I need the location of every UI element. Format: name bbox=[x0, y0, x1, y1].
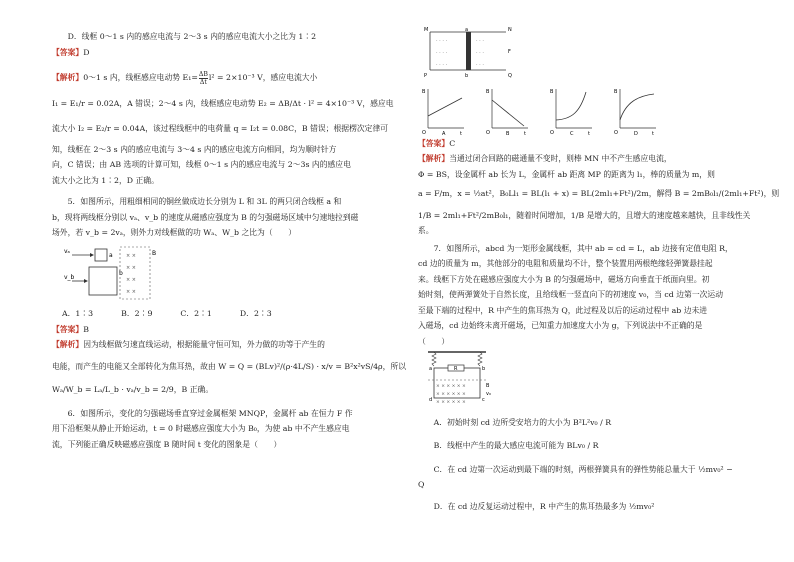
question-7-line5: 至最下端的过程中，R 中产生的焦耳热为 Q，此过程及以后的运动过程中 ab 边未进 bbox=[418, 305, 708, 315]
option-formula: ½mv₀² − bbox=[698, 464, 733, 474]
axis-label-b: B bbox=[486, 88, 490, 95]
solution-4-line4: 知，线框在 2～3 s 内的感应电流与 3～4 s 内的感应电流方向相同，均为顺时针方 bbox=[52, 144, 337, 154]
axis-label-b: B bbox=[422, 88, 426, 95]
origin-label: O bbox=[614, 129, 618, 136]
resistor-label: R bbox=[454, 366, 458, 372]
frame-b bbox=[89, 267, 117, 295]
arrowhead-icon bbox=[84, 279, 88, 283]
question-7-line2: cd 边的质量为 m，其他部分的电阻和质量均不计，整个装置用两根绝缘轻弹簧悬挂起 bbox=[418, 259, 713, 268]
axis-label-t: t bbox=[524, 130, 526, 136]
question-7-line6: 入磁场，cd 边始终未离开磁场，已知重力加速度大小为 g，下列说法中不正确的是 bbox=[418, 321, 703, 330]
q7-option-c bbox=[418, 462, 790, 478]
right-column bbox=[418, 0, 790, 514]
label-b: b bbox=[465, 73, 469, 78]
fraction-numerator: ΔB bbox=[198, 70, 208, 78]
label-n: N bbox=[508, 27, 512, 33]
solution-4-line5: 向，C 错误；由 AB 选项的计算可知，线框 0～1 s 内的感应电流与 2～3s 内的感应电 bbox=[52, 160, 351, 169]
arrowhead-icon bbox=[90, 253, 94, 257]
svg-text:· · · ·: · · · · bbox=[436, 38, 448, 44]
velocity-label: v₀ bbox=[486, 391, 491, 397]
label-c: c bbox=[482, 397, 485, 403]
question-7-line4: 始时刻，使两弹簧处于自然长度，且给线框一竖直向下的初速度 v₀，当 cd 边第一次运动 bbox=[418, 290, 724, 299]
svg-text:· · ·: · · · bbox=[476, 62, 484, 68]
option-text: A．初始时刻 cd 边所受安培力的大小为 bbox=[433, 417, 571, 427]
label-q: Q bbox=[508, 73, 512, 78]
graph-options-row bbox=[422, 86, 790, 136]
field-dots bbox=[436, 38, 484, 68]
curve-c bbox=[556, 92, 586, 120]
answer-tag: 【答案】 bbox=[52, 324, 84, 334]
solution-tag: 【解析】 bbox=[418, 154, 450, 163]
question-5-line3: 场外，若 v_b = 2vₐ，则外力对线框做的功 Wₐ、W_b 之比为（ ） bbox=[52, 228, 297, 237]
frame-a-label: a bbox=[109, 251, 113, 259]
label-d: d bbox=[429, 397, 433, 403]
solution-text: 当通过闭合回路的磁通量不变时，则棒 MN 中不产生感应电流， bbox=[449, 154, 672, 163]
solution-4-line6: 流大小之比为 1∶2，D 正确。 bbox=[52, 175, 159, 185]
graph-label-d: D bbox=[634, 130, 638, 136]
option-formula: ½mv₀² bbox=[628, 501, 655, 511]
question-7-line1: 7．如图所示，abcd 为一矩形金属线框，其中 ab = cd = L，ab 边接有定值电阻 R， bbox=[433, 243, 733, 253]
solution-tag: 【解析】 bbox=[52, 73, 84, 82]
solution-5-line1 bbox=[52, 337, 424, 353]
fraction-denominator: Δt bbox=[199, 78, 207, 86]
axis-label-t: t bbox=[652, 130, 654, 136]
option-d: D．2∶3 bbox=[239, 309, 272, 318]
question-6-line3: 流，下列能正确反映磁感应强度 B 随时间 t 变化的图象是（ ） bbox=[52, 439, 282, 449]
solution-6-line3: a = F/m，x = ½at²，B₀Ll₁ = BL(l₁ + x) = BL(2ml₁+Ft²)/2m，解得 B = 2mB₀l₁/(2ml₁+Ft²)，则 bbox=[418, 189, 780, 198]
solution-text: 0～1 s 内，线框感应电动势 E₁= bbox=[83, 73, 198, 82]
q7-option-c-cont: Q bbox=[418, 480, 425, 489]
option-text: C．在 cd 边第一次运动到最下端的时刻，两根弹簧具有的弹性势能总量大于 bbox=[433, 464, 696, 474]
answer-tag: 【答案】 bbox=[52, 47, 84, 57]
axis-label-t: t bbox=[460, 130, 462, 136]
option-formula: BLv₀ / R bbox=[566, 441, 599, 450]
solution-4-line3: 流大小 I₂ = E₂/r = 0.04A，该过程线框中的电荷量 q = I₂t = 0.08C，B 错误；根据楞次定律可 bbox=[52, 124, 389, 133]
graph-label-c: C bbox=[570, 130, 574, 136]
graph-d bbox=[614, 86, 658, 136]
figure-7 bbox=[424, 349, 494, 405]
question-7-line3: 来。线框下方处在磁感应强度大小为 B 的匀强磁场中，磁场方向垂直于纸面向里。初 bbox=[418, 274, 710, 284]
velocity-label-a: vₐ bbox=[64, 247, 70, 255]
option-c: C．2∶1 bbox=[180, 309, 212, 318]
solution-4-line1 bbox=[52, 70, 424, 86]
field-label: B bbox=[152, 249, 157, 257]
solution-6-line2: Φ = BS，设金属杆 ab 长为 L，金属杆 ab 距离 MP 的距离为 l₁，棒的质量为 m，则 bbox=[418, 169, 715, 179]
frame-b-label: b bbox=[119, 269, 123, 277]
axis-label-b: B bbox=[550, 88, 554, 95]
label-a: a bbox=[465, 27, 469, 33]
answer-value: B bbox=[83, 324, 89, 334]
solution-6-line1 bbox=[418, 151, 790, 167]
svg-text:× × × × × ×: × × × × × × bbox=[436, 400, 466, 405]
answer-5 bbox=[52, 322, 424, 338]
field-label: B bbox=[486, 383, 490, 389]
svg-text:· · ·: · · · bbox=[476, 50, 484, 56]
svg-text:· · ·: · · · bbox=[476, 38, 484, 44]
label-b: b bbox=[482, 366, 486, 372]
field-crosses bbox=[436, 383, 466, 405]
answer-6 bbox=[418, 136, 790, 152]
curve-d bbox=[620, 94, 654, 120]
answer-value: D bbox=[83, 47, 90, 57]
fraction bbox=[199, 71, 208, 86]
svg-text:· · · ·: · · · · bbox=[436, 50, 448, 56]
label-p: P bbox=[424, 73, 428, 78]
left-column bbox=[52, 0, 424, 452]
axis-label-b: B bbox=[614, 88, 618, 95]
field-crosses bbox=[126, 253, 136, 295]
answer-tag: 【答案】 bbox=[418, 138, 450, 148]
rod-ab bbox=[466, 32, 471, 70]
answer-4 bbox=[52, 45, 424, 61]
solution-text: l² = 2×10⁻³ V，感应电流大小 bbox=[208, 73, 318, 82]
option-a: A．1∶3 bbox=[62, 309, 94, 318]
option-text: B．线框中产生的最大感应电流可能为 bbox=[433, 441, 565, 450]
svg-text:× ×: × × bbox=[126, 264, 136, 271]
question-5-line2: b，现将两线框分别以 vₐ、v_b 的速度从磁感应强度为 B 的匀强磁场区域中匀速地拉到磁 bbox=[52, 212, 359, 222]
q7-option-d bbox=[418, 499, 790, 515]
spring-left bbox=[432, 352, 436, 366]
origin-label: O bbox=[550, 129, 554, 136]
frame-a bbox=[95, 249, 107, 261]
question-6-line2: 用下沿框架从静止开始运动，t = 0 时磁感应强度大小为 B₀，为使 ab 中不产生感应电 bbox=[52, 424, 350, 433]
svg-text:× ×: × × bbox=[126, 276, 136, 283]
curve-a bbox=[428, 98, 462, 116]
solution-text: 因为线框做匀速直线运动，根据能量守恒可知，外力做的功等于产生的 bbox=[83, 340, 325, 349]
figure-5 bbox=[62, 245, 162, 301]
graph-c bbox=[550, 86, 594, 136]
q5-options bbox=[62, 306, 424, 322]
solution-5-line3: Wₐ/W_b = Lₐ/L_b · vₐ/v_b = 2/9，B 正确。 bbox=[52, 385, 214, 394]
question-6-line1: 6．如图所示，变化的匀强磁场垂直穿过金属框架 MNQP，金属杆 ab 在恒力 F 作 bbox=[67, 408, 353, 418]
solution-tag: 【解析】 bbox=[52, 340, 84, 349]
spring-right bbox=[478, 352, 482, 366]
answer-value: C bbox=[449, 138, 456, 148]
graph-label-a: A bbox=[442, 130, 446, 136]
figure-6 bbox=[424, 26, 514, 78]
svg-text:× × × × × ×: × × × × × × bbox=[436, 384, 466, 389]
velocity-label-b: v_b bbox=[64, 273, 75, 281]
origin-label: O bbox=[486, 129, 490, 136]
svg-text:× ×: × × bbox=[126, 252, 136, 259]
q4-option-d: D．线框 0～1 s 内的感应电流与 2～3 s 内的感应电流大小之比为 1∶2 bbox=[67, 32, 317, 41]
svg-text:× × × × × ×: × × × × × × bbox=[436, 392, 466, 397]
axis-label-t: t bbox=[588, 130, 590, 136]
origin-label: O bbox=[422, 129, 426, 136]
question-5-line1: 5．如图所示，用粗细相同的铜丝做成边长分别为 L 和 3L 的两只闭合线框 a 和 bbox=[67, 197, 342, 206]
svg-text:× ×: × × bbox=[126, 288, 136, 295]
curve-b bbox=[492, 100, 524, 126]
solution-5-line2: 电能，而产生的电能又全部转化为焦耳热，故由 W = Q = (BLv)²/(ρ·4L/S) · x/v = B²x²vS/4ρ，所以 bbox=[52, 361, 407, 371]
label-m: M bbox=[424, 27, 429, 33]
graph-a bbox=[422, 86, 466, 136]
option-b: B．2∶9 bbox=[121, 309, 153, 318]
graph-b bbox=[486, 86, 530, 136]
solution-6-line4: 1/B = 2ml₁+Ft²/2mB₀l₁，随着时间增加，1/B 是增大的，且增大的速度越来越快，且非线性关 bbox=[418, 210, 751, 220]
option-text: D．在 cd 边反复运动过程中，R 中产生的焦耳热最多为 bbox=[433, 501, 627, 511]
solution-6-line5: 系。 bbox=[418, 226, 434, 235]
q7-option-b bbox=[418, 438, 790, 454]
label-f: F bbox=[508, 49, 511, 55]
question-7-line7: （ ） bbox=[418, 336, 450, 346]
graph-label-b: B bbox=[506, 130, 510, 136]
q7-option-a bbox=[418, 415, 790, 431]
option-formula: B²L²v₀ / R bbox=[572, 417, 612, 427]
solution-4-line2: I₁ = E₁/r = 0.02A，A 错误；2～4 s 内，线框感应电动势 E₂ = ΔB/Δt · l² = 4×10⁻³ V，感应电 bbox=[52, 98, 394, 108]
label-a: a bbox=[429, 366, 433, 372]
svg-text:· · · ·: · · · · bbox=[436, 62, 448, 68]
